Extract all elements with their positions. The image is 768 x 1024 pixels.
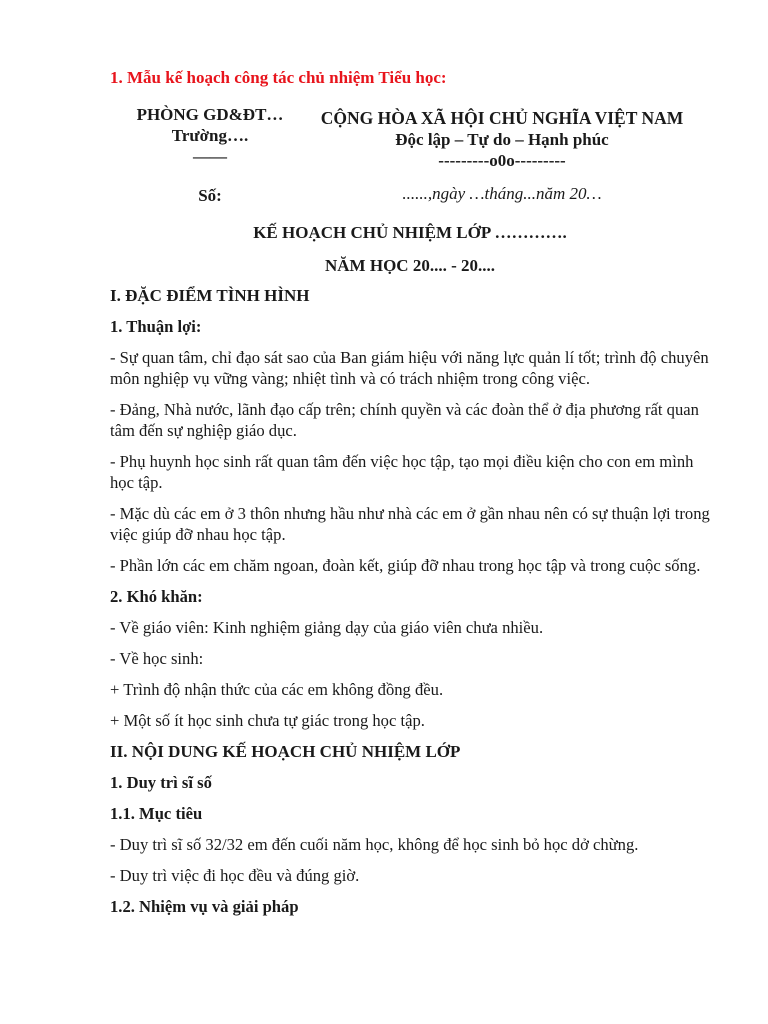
subsection-heading: 1.2. Nhiệm vụ và giải pháp [110,897,299,916]
subsection-heading: 1.1. Mục tiêu [110,804,203,823]
paragraph: + Trình độ nhận thức của các em không đồng đều. [110,680,444,699]
subsection-heading: 1. Thuận lợi: [110,317,202,336]
section-heading: II. NỘI DUNG KẾ HOẠCH CHỦ NHIỆM LỚP [110,742,461,761]
document-title: 1. Mẫu kế hoạch công tác chủ nhiệm Tiểu học: [110,68,447,87]
plan-title: KẾ HOẠCH CHỦ NHIỆM LỚP …………. [253,223,567,242]
subsection-heading: 1. Duy trì sĩ số [110,773,212,792]
school-year: NĂM HỌC 20.... - 20.... [325,256,495,275]
paragraph: - Sự quan tâm, chỉ đạo sát sao của Ban giám hiệu với năng lực quản lí tốt; trình độ chuyên môn nghiệp vụ vững vàng; nhiệt tình và có trách nhiệm trong công việc. [110,348,709,388]
paragraph: - Đảng, Nhà nước, lãnh đạo cấp trên; chính quyền và các đoàn thể ở địa phương rất quan tâm đến sự nghiệp giáo dục. [110,400,699,440]
header-right-block [300,108,704,204]
department-name: PHÒNG GD&ĐT… [136,105,284,124]
section-heading: I. ĐẶC ĐIỂM TÌNH HÌNH [110,286,310,305]
paragraph: - Mặc dù các em ở 3 thôn nhưng hầu như nhà các em ở gần nhau nên có sự thuận lợi trong việc giúp đỡ nhau học tập. [110,504,710,544]
document-body [110,285,716,927]
date-line: ......,ngày …tháng...năm 20… [402,184,602,203]
paragraph: + Một số ít học sinh chưa tự giác trong học tập. [110,711,425,730]
national-motto: Độc lập – Tự do – Hạnh phúc [395,130,609,149]
header-left-block [110,104,310,206]
republic-title: CỘNG HÒA XÃ HỘI CHỦ NGHĨA VIỆT NAM [320,108,684,128]
paragraph: - Duy trì việc đi học đều và đúng giờ. [110,866,360,885]
paragraph: - Phụ huynh học sinh rất quan tâm đến việc học tập, tạo mọi điều kiện cho con em mình học tập. [110,452,694,492]
paragraph: - Về giáo viên: Kinh nghiệm giảng dạy của giáo viên chưa nhiều. [110,618,544,637]
paragraph: - Phần lớn các em chăm ngoan, đoàn kết, giúp đỡ nhau trong học tập và trong cuộc sống. [110,556,701,575]
paragraph: - Về học sinh: [110,649,204,668]
document-number-label: Số: [198,186,222,205]
paragraph: - Duy trì sĩ số 32/32 em đến cuối năm học, không để học sinh bỏ học dở chừng. [110,835,639,854]
school-name: Trường…. [171,126,249,145]
subsection-heading: 2. Khó khăn: [110,587,203,606]
header-dash: —— [193,147,227,166]
motto-separator: ---------o0o--------- [438,151,566,170]
